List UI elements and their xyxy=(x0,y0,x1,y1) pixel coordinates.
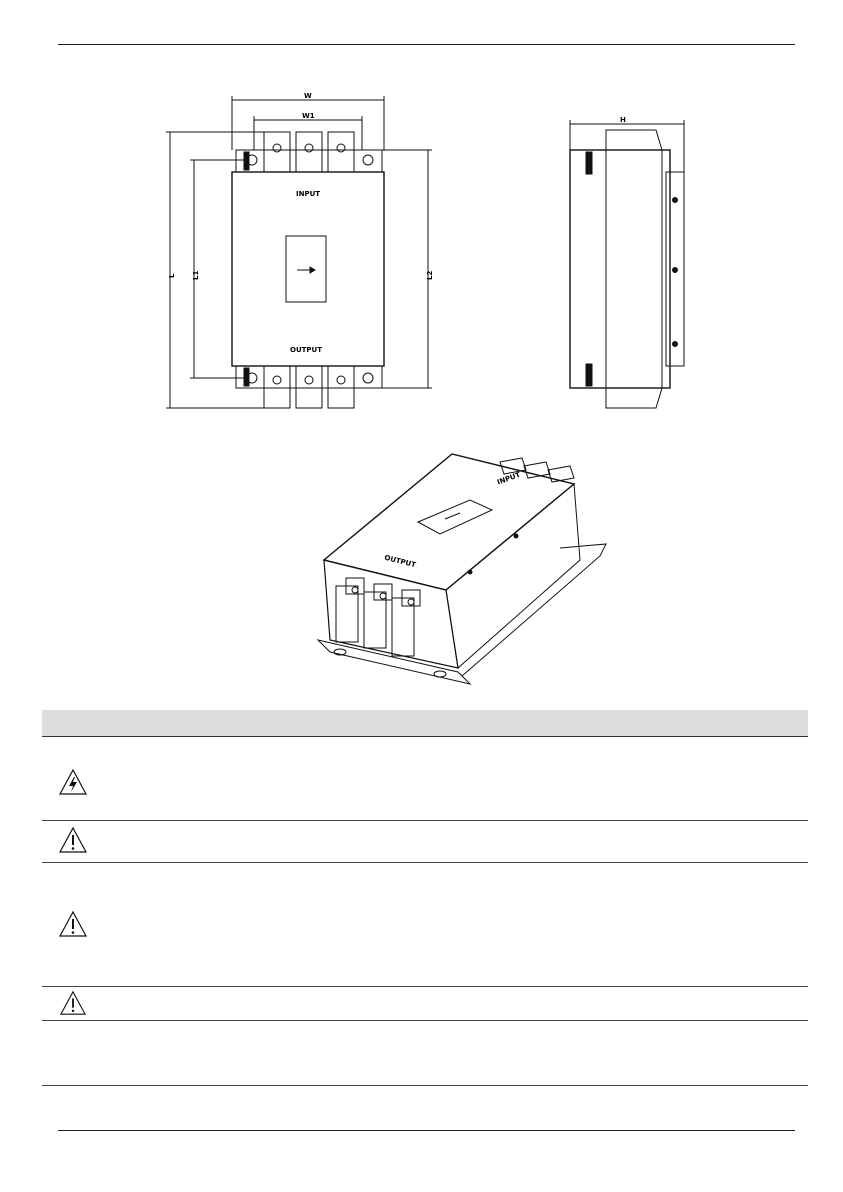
iso-view xyxy=(318,454,606,684)
caution-icon xyxy=(58,990,88,1016)
side-view xyxy=(570,120,684,408)
front-input-label: INPUT xyxy=(296,190,321,198)
row-divider xyxy=(42,862,808,863)
row-divider xyxy=(42,1020,808,1021)
dim-l1-label: L1 xyxy=(192,270,200,280)
dim-w1-label: W1 xyxy=(302,112,315,120)
dim-l-label: L xyxy=(168,273,176,278)
row-divider xyxy=(42,820,808,821)
high-voltage-warning-icon xyxy=(58,768,88,796)
dim-l2-label: L2 xyxy=(426,270,434,280)
caution-icon xyxy=(58,826,88,854)
iso-output-label: OUTPUT xyxy=(383,553,417,570)
row-divider xyxy=(42,986,808,987)
row-divider xyxy=(42,1085,808,1086)
dim-h-label: H xyxy=(620,116,626,124)
caution-icon xyxy=(58,910,88,938)
iso-input-label: INPUT xyxy=(496,470,522,487)
table-header xyxy=(42,710,808,737)
footer-rule xyxy=(58,1130,795,1131)
dim-w-label: W xyxy=(304,92,312,100)
front-view xyxy=(166,96,432,408)
front-output-label: OUTPUT xyxy=(290,346,322,354)
